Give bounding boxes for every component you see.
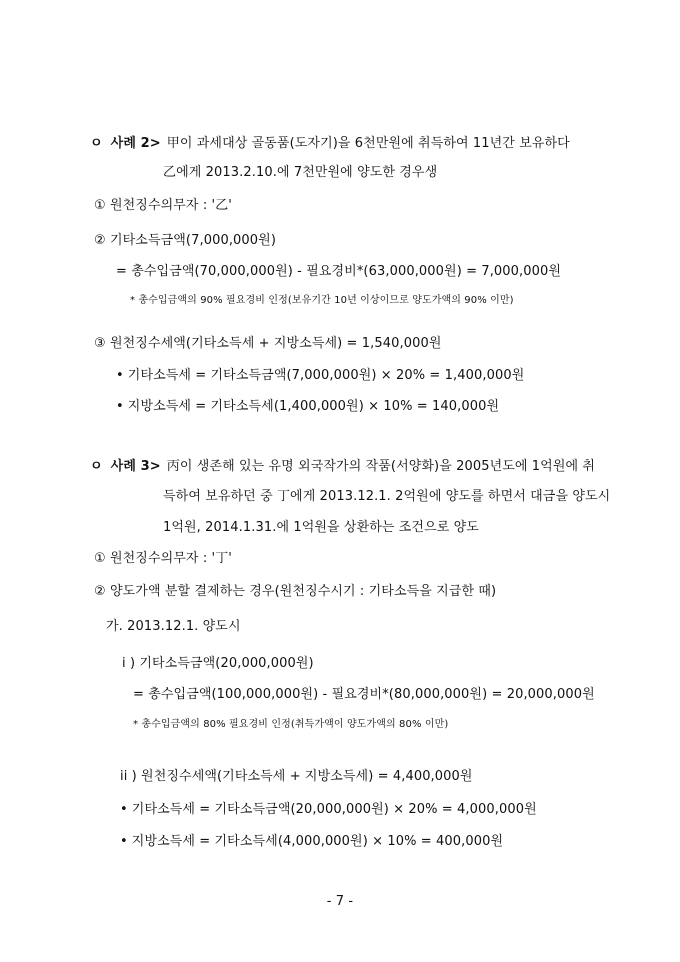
case3-line2: 득하여 보유하던 중 丁에게 2013.12.1. 2억원에 양도를 하면서 대금을 양도시 (163, 489, 611, 504)
case3-formula: = 총수입금액(100,000,000원) - 필요경비*(80,000,000원) = 20,000,000원 (133, 687, 595, 702)
case2-line2: 乙에게 2013.2.10.에 7천만원에 양도한 경우생 (163, 165, 438, 180)
case3-line3: 1억원, 2014.1.31.에 1억원을 상환하는 조건으로 양도 (163, 520, 479, 535)
case3-sub-ii: ii ) 원천징수세액(기타소득세 + 지방소득세) = 4,400,000원 (120, 769, 473, 784)
case2-other-income-amount: ② 기타소득금액(7,000,000원) (94, 233, 276, 248)
case3-local-income-tax (120, 834, 503, 850)
case3-other-income-tax-text: 기타소득세 = 기타소득금액(20,000,000원) × 20% = 4,000,000원 (131, 802, 537, 817)
case3-title: 사례 3> (110, 459, 161, 474)
case2-local-income-tax (116, 399, 499, 415)
case2-note: * 총수입금액의 90% 필요경비 인정(보유기간 10년 이상이므로 양도가액의 90% 이만) (130, 295, 514, 306)
case2-marker: ㅇ (90, 136, 103, 151)
case2-heading (90, 136, 570, 152)
bullet-icon: • (120, 802, 128, 817)
case3-sub-a: 가. 2013.12.1. 양도시 (106, 619, 241, 634)
case2-other-income-tax (116, 368, 524, 384)
case3-withholder: ① 원천징수의무자 : '丁' (94, 551, 232, 566)
case2-line1: 甲이 과세대상 골동품(도자기)을 6천만원에 취득하여 11년간 보유하다 (166, 136, 570, 151)
case3-note: * 총수입금액의 80% 필요경비 인정(취득가액이 양도가액의 80% 이만) (133, 719, 449, 730)
case2-other-income-tax-text: 기타소득세 = 기타소득금액(7,000,000원) × 20% = 1,400,000원 (127, 368, 525, 383)
bullet-icon: • (116, 399, 124, 414)
case3-heading (90, 459, 595, 475)
page-number: - 7 - (326, 894, 354, 909)
case2-withholder: ① 원천징수의무자 : '乙' (94, 198, 232, 213)
bullet-icon: • (120, 834, 128, 849)
case3-line1: 丙이 생존해 있는 유명 외국작가의 작품(서양화)을 2005년도에 1억원에 취 (166, 459, 596, 474)
case3-other-income-tax (120, 802, 537, 818)
case3-marker: ㅇ (90, 459, 103, 474)
case2-withholding-tax: ③ 원천징수세액(기타소득세 + 지방소득세) = 1,540,000원 (94, 336, 442, 351)
case2-formula: = 총수입금액(70,000,000원) - 필요경비*(63,000,000원) = 7,000,000원 (116, 264, 562, 279)
bullet-icon: • (116, 368, 124, 383)
case3-installment: ② 양도가액 분할 결제하는 경우(원천징수시기 : 기타소득을 지급한 때) (94, 584, 497, 599)
case2-local-income-tax-text: 지방소득세 = 기타소득세(1,400,000원) × 10% = 140,000원 (127, 399, 500, 414)
case3-sub-i: i ) 기타소득금액(20,000,000원) (122, 656, 314, 671)
case2-title: 사례 2> (110, 136, 161, 151)
case3-local-income-tax-text: 지방소득세 = 기타소득세(4,000,000원) × 10% = 400,000원 (131, 834, 504, 849)
